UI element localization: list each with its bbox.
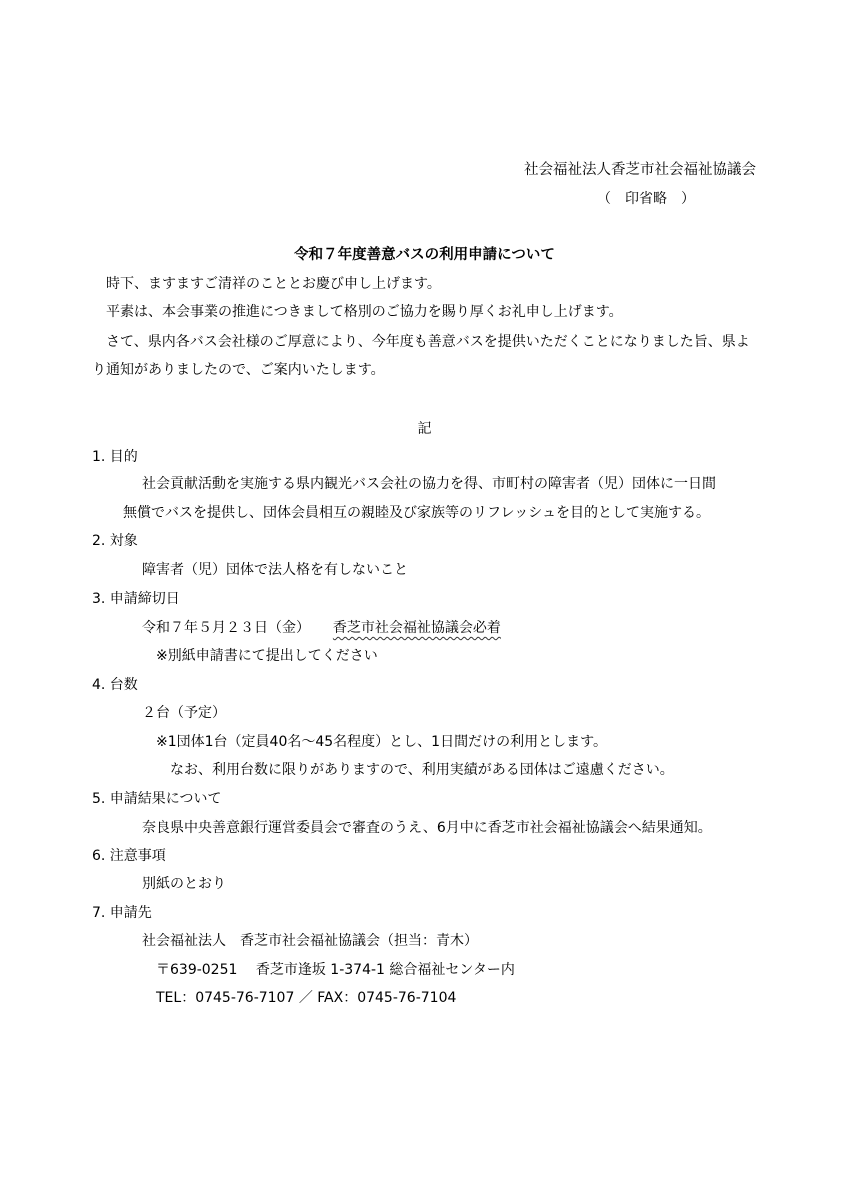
notes-line1: 別紙のとおり: [142, 876, 226, 892]
greeting-paragraph: 時下、ますますご清祥のこととお慶び申し上げます。: [106, 276, 441, 292]
notice-paragraph-line2: り通知がありましたので、ご案内いたします。: [92, 362, 385, 378]
section-heading-apply-to: 7. 申請先: [92, 905, 152, 921]
section-heading-count: 4. 台数: [92, 677, 138, 693]
purpose-line2: 無償でバスを提供し、団体会員相互の親睦及び家族等のリフレッシュを目的として実施する。: [123, 505, 711, 521]
result-line1: 奈良県中央善意銀行運営委員会で審査のうえ、6月中に香芝市社会福祉協議会へ結果通知。: [142, 820, 712, 836]
bus-count: ２台（予定）: [142, 705, 226, 721]
count-note1: ※1団体1台（定員40名～45名程度）とし、1日間だけの利用とします。: [156, 734, 607, 750]
section-heading-result: 5. 申請結果について: [92, 791, 222, 807]
apply-address: 〒639-0251 香芝市逢坂 1-374-1 総合福祉センター内: [156, 962, 515, 978]
count-note2: なお、利用台数に限りがありますので、利用実績がある団体はご遠慮ください。: [170, 762, 674, 778]
notice-paragraph-line1: さて、県内各バス会社様のご厚意により、今年度も善意バスを提供いただくことになりました旨、県よ: [106, 334, 750, 350]
document-title: 令和７年度善意バスの利用申請について: [294, 247, 555, 263]
purpose-line1: 社会貢献活動を実施する県内観光バス会社の協力を得、市町村の障害者（児）団体に一日間: [142, 476, 716, 492]
apply-organization: 社会福祉法人 香芝市社会福祉協議会（担当：青木）: [142, 933, 478, 949]
apply-contact: TEL：0745-76-7107 ／ FAX：0745-76-7104: [156, 990, 457, 1006]
deadline-row: [142, 618, 501, 638]
deadline-place: 香芝市社会福祉協議会必着: [332, 620, 501, 636]
section-heading-deadline: 3. 申請締切日: [92, 591, 180, 607]
section-heading-target: 2. 対象: [92, 533, 138, 549]
seal-omitted-note: （ 印省略 ）: [597, 191, 695, 207]
deadline-date: 令和７年５月２３日（金）: [142, 620, 310, 636]
section-heading-purpose: 1. 目的: [92, 449, 138, 465]
thanks-paragraph: 平素は、本会事業の推進につきまして格別のご協力を賜り厚くお礼申し上げます。: [106, 304, 623, 320]
target-line1: 障害者（児）団体で法人格を有しないこと: [142, 562, 408, 578]
deadline-note: ※別紙申請書にて提出してください: [156, 648, 378, 664]
issuer-organization: 社会福祉法人香芝市社会福祉協議会: [524, 162, 756, 178]
ki-marker: 記: [417, 421, 432, 437]
section-heading-notes: 6. 注意事項: [92, 848, 166, 864]
